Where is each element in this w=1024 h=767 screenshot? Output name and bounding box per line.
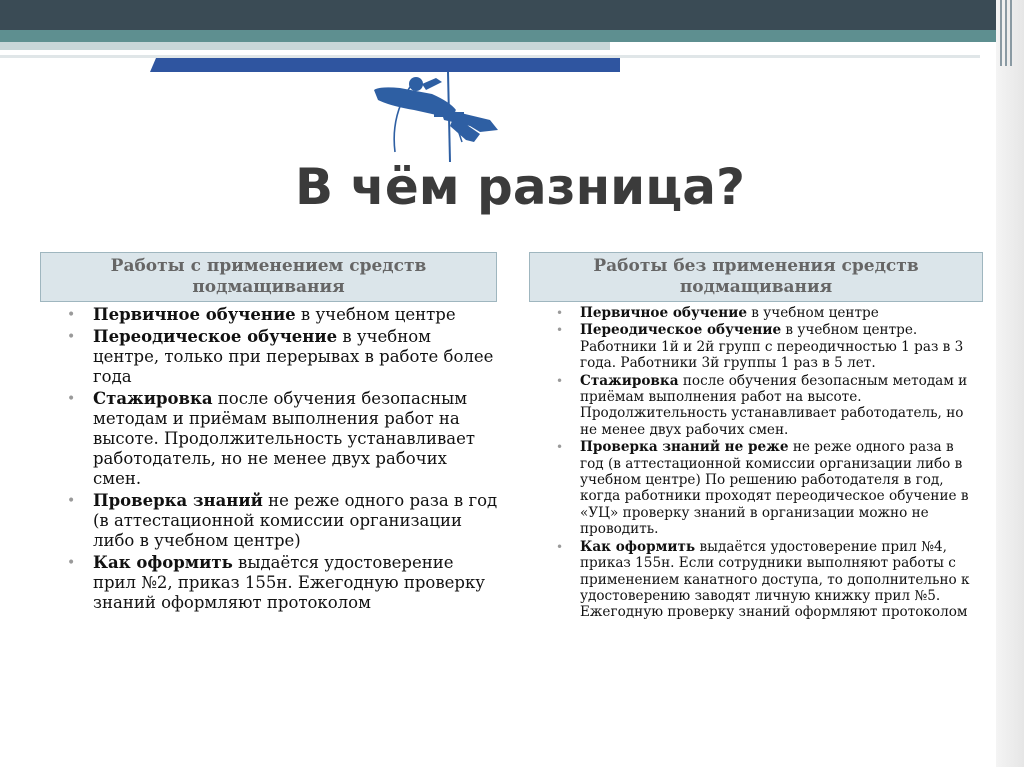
item-text: не реже одного раза в год (в аттестационной комиссии организации либо в учебном центре) По решению работодателя в год, когда работники проходят переодическое обучение в «УЦ» проверку знаний в организации можно не проводить.	[580, 439, 969, 538]
header-light-bar	[0, 42, 610, 50]
header-dark-bar	[0, 0, 1010, 30]
item-term: Первичное обучение	[93, 305, 296, 324]
item-term: Стажировка	[93, 389, 213, 408]
left-column-header: Работы с применением средств подмащивания	[40, 252, 497, 302]
list-item	[93, 553, 498, 613]
edge-stripe	[1005, 0, 1007, 66]
item-term: Переодическое обучение	[580, 322, 782, 339]
right-column-header: Работы без применения средств подмащивания	[529, 252, 983, 302]
item-term: Проверка знаний не реже	[580, 439, 789, 456]
item-text: после обучения безопасным методам и приёмам выполнения работ на высоте. Продолжительность устанавливает работодатель, но не менее двух рабочих смен.	[93, 389, 476, 488]
item-term: Переодическое обучение	[93, 327, 338, 346]
right-column-list	[580, 305, 978, 622]
list-item	[93, 327, 498, 387]
header-teal-bar	[0, 30, 1010, 42]
item-term: Проверка знаний	[93, 491, 263, 510]
header-blue-bar	[150, 58, 620, 72]
item-text: в учебном центре. Работники 1й и 2й групп с переодичностью 1 раз в 3 года. Работники 3й группы 1 раз в 5 лет.	[580, 322, 964, 372]
item-term: Стажировка	[580, 372, 679, 389]
list-item	[580, 322, 978, 371]
list-item	[93, 305, 498, 325]
list-item	[580, 539, 978, 621]
edge-stripe	[1000, 0, 1002, 66]
item-text: выдаётся удостоверение прил №4, приказ 155н. Если сотрудники выполняют работы с применением канатного доступа, то дополнительно к удостоверению заводят личную книжку прил №5. Ежегодную проверку знаний оформляют протоколом	[580, 538, 970, 621]
slide-right-edge	[996, 0, 1024, 767]
edge-stripe	[1010, 0, 1012, 66]
list-item	[580, 373, 978, 439]
list-item	[580, 305, 978, 321]
slide-title: В чём разница?	[295, 158, 745, 216]
item-text: выдаётся удостоверение прил №2, приказ 155н. Ежегодную проверку знаний оформляют протоколом	[93, 553, 485, 612]
item-text: в учебном центре	[295, 305, 456, 324]
item-text: в учебном центре	[746, 305, 879, 321]
item-term: Как оформить	[93, 553, 233, 572]
list-item	[580, 439, 978, 537]
item-term: Как оформить	[580, 538, 696, 555]
item-text: не реже одного раза в год (в аттестационной комиссии организации либо в учебном центре)	[93, 491, 498, 550]
item-text: в учебном центре, только при перерывах в работе более года	[93, 327, 494, 386]
list-item	[93, 389, 498, 489]
rope-access-worker-icon	[370, 72, 520, 162]
header-divider-line	[0, 55, 980, 58]
left-column-list	[93, 305, 498, 615]
item-text: после обучения безопасным методам и приёмам выполнения работ на высоте. Продолжительность устанавливает работодатель, но не менее двух рабочих смен.	[580, 372, 968, 438]
list-item	[93, 491, 498, 551]
item-term: Первичное обучение	[580, 305, 747, 321]
